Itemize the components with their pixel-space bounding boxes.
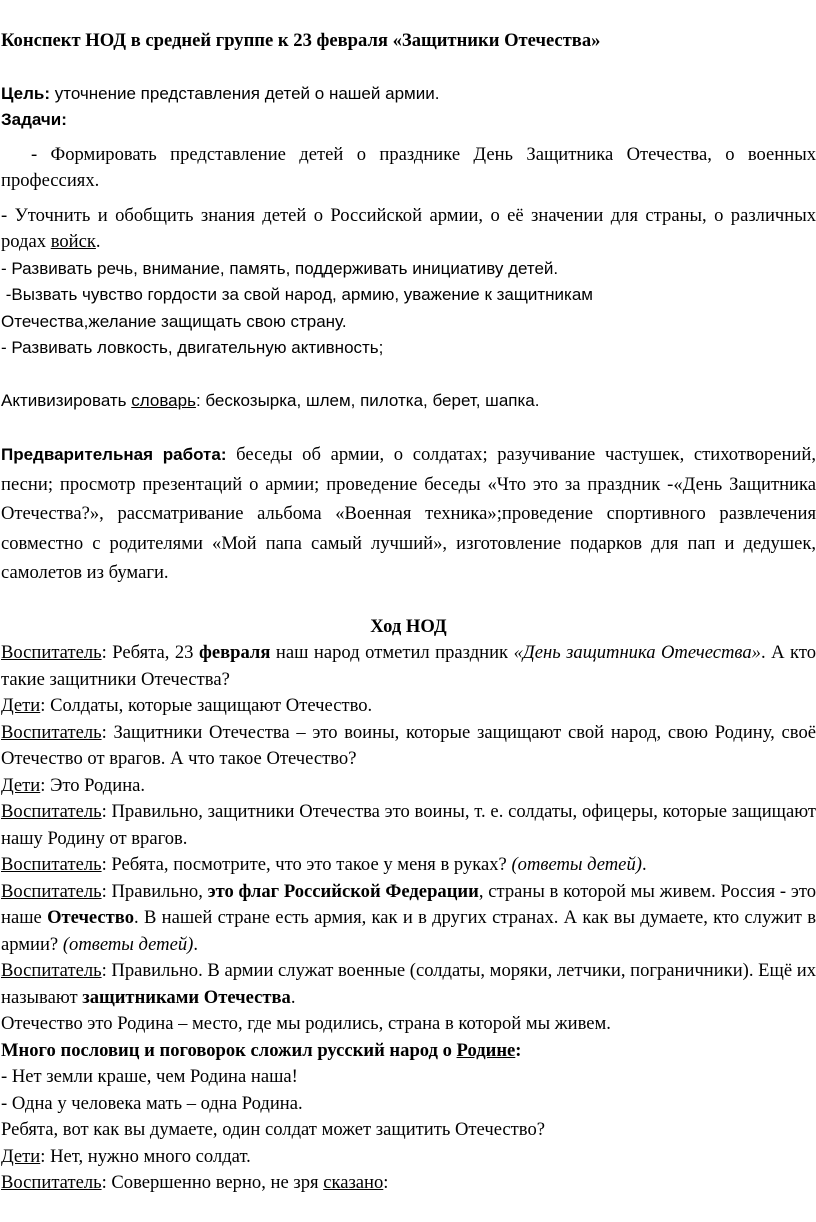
proverb: - Одна у человека мать – одна Родина. — [1, 1092, 303, 1114]
task-item: -Вызвать чувство гордости за свой народ, армию, уважение к защитникам — [1, 285, 593, 304]
prep-paragraph — [1, 440, 816, 588]
dialogue-text: : Защитники Отечества – это воины, которые защищают свой народ, свою Родину, своё Отечество от врагов. А что такое Отечество? — [1, 721, 816, 769]
vocab-text: Активизировать — [1, 390, 132, 410]
speaker-teacher: Воспитатель — [1, 1172, 102, 1193]
spacer — [1, 362, 816, 388]
dialogue-text: . А кто такие защитники Отечества? — [1, 642, 816, 690]
dialogue-text: : Солдаты, которые защищают Отечество. — [40, 695, 373, 716]
section-title: Ход НОД — [370, 615, 447, 637]
dialogue-line — [1, 1038, 816, 1065]
dialogue-line: Отечество это Родина – место, где мы родились, страна в которой мы живем. — [1, 1013, 611, 1034]
dialogue-text: : Правильно, защитники Отечества это воины, т. е. солдаты, офицеры, которые защищают нашу Родину от врагов. — [1, 801, 816, 849]
dialogue-text: : — [383, 1172, 389, 1193]
speaker-teacher: Воспитатель — [1, 960, 102, 981]
dialogue-line — [1, 693, 816, 720]
dialogue-text: : Ребята, посмотрите, что это такое у меня в руках? — [101, 854, 512, 875]
speaker-kids: Дети — [1, 695, 41, 716]
dialogue-text: наш народ отметил праздник — [270, 642, 514, 663]
goal-label: Цель: — [1, 83, 50, 103]
dialogue-text: : Правильно. В армии служат военные (солдаты, моряки, летчики, пограничники). Ещё их называют — [1, 960, 816, 1008]
dialogue-text: : Совершенно верно, не зря — [101, 1172, 324, 1193]
spacer — [1, 195, 816, 203]
link-skazano[interactable]: сказано — [323, 1172, 384, 1193]
dialogue-bold: февраля — [198, 642, 271, 663]
task-text: - Уточнить и обобщить знания детей о Российской армии, о её значении для страны, о различных родах — [1, 204, 816, 252]
dialogue-text: . — [290, 986, 296, 1008]
spacer — [1, 134, 816, 142]
link-rodina[interactable]: Родине — [456, 1039, 516, 1061]
dialogue-text: . — [641, 854, 647, 875]
tasks-label: Задачи: — [1, 110, 67, 129]
dialogue-text: : Ребята, 23 — [101, 642, 199, 663]
dialogue-line — [1, 720, 816, 773]
speaker-kids: Дети — [1, 1145, 41, 1167]
dialogue-line — [1, 852, 816, 879]
dialogue-line — [1, 1144, 816, 1171]
dialogue-italic: (ответы детей) — [511, 854, 642, 875]
speaker-teacher: Воспитатель — [1, 880, 102, 902]
dialogue-italic: «День защитника Отечества» — [513, 642, 761, 663]
speaker-teacher: Воспитатель — [1, 721, 102, 743]
prep-text: беседы об армии, о солдатах; разучивание частушек, стихотворений, песни; просмотр презентаций о армии; проведение беседы «Что это за праздник -«День Защитника Отечества?», рассматривание альбома «Военная техника»;проведение спортивного развлечения совместно с родителями «Мой папа самый лучший», изготовление подарков для пап и дедушек, самолетов из бумаги. — [1, 444, 816, 583]
dialogue-line — [1, 773, 816, 800]
dialogue-text: : — [515, 1039, 522, 1061]
dialogue-bold: защитниками Отечества — [82, 986, 291, 1008]
dialogue-text: : Правильно, — [101, 880, 208, 902]
dialogue-line — [1, 799, 816, 852]
task-item: - Развивать ловкость, двигательную активность; — [1, 338, 384, 357]
task-item: - Формировать представление детей о празднике День Защитника Отечества, о военных профессиях. — [1, 143, 816, 191]
dialogue-bold: Отечество — [47, 907, 135, 928]
spacer — [1, 414, 816, 440]
dialogue-text: , страны в которой мы живем. Россия - это наше — [1, 880, 816, 928]
vocab-text: : бескозырка, шлем, пилотка, берет, шапка. — [195, 390, 540, 410]
prep-label: Предварительная работа: — [1, 445, 227, 464]
proverb: - Нет земли краше, чем Родина наша! — [1, 1066, 298, 1087]
task-item: Отечества,желание защищать свою страну. — [1, 311, 347, 331]
dialogue-bold: это флаг Российской Федерации — [207, 880, 479, 902]
spacer — [1, 55, 816, 81]
document-title: Конспект НОД в средней группе к 23 февраля «Защитники Отечества» — [1, 30, 601, 51]
speaker-teacher: Воспитатель — [1, 642, 102, 663]
dialogue-text: : Это Родина. — [40, 774, 146, 796]
dialogue-line — [1, 958, 816, 1011]
goal-line — [1, 81, 816, 108]
dialogue-text: Много пословиц и поговорок сложил русский народ о — [1, 1039, 457, 1061]
dialogue-italic: (ответы детей) — [62, 933, 194, 955]
speaker-teacher: Воспитатель — [1, 801, 102, 822]
dialogue-text: . — [193, 933, 198, 955]
link-slovar[interactable]: словарь — [131, 390, 196, 410]
dialogue-text: . В нашей стране есть армия, как и в других странах. А как вы думаете, кто служит в армии? — [1, 907, 816, 955]
goal-text: уточнение представления детей о нашей армии. — [50, 83, 440, 103]
speaker-teacher: Воспитатель — [1, 854, 102, 875]
task-item — [1, 203, 816, 256]
vocab-line — [1, 388, 816, 415]
task-text: . — [95, 231, 101, 252]
link-voisk[interactable]: войск — [50, 231, 96, 252]
speaker-kids: Дети — [1, 774, 41, 796]
dialogue-line: Ребята, вот как вы думаете, один солдат может защитить Отечество? — [1, 1119, 545, 1140]
dialogue-line — [1, 1170, 816, 1197]
dialogue-text: : Нет, нужно много солдат. — [40, 1145, 251, 1167]
task-item: - Развивать речь, внимание, память, поддерживать инициативу детей. — [1, 258, 559, 278]
dialogue-line — [1, 879, 816, 959]
spacer — [1, 588, 816, 614]
dialogue-line — [1, 640, 816, 693]
